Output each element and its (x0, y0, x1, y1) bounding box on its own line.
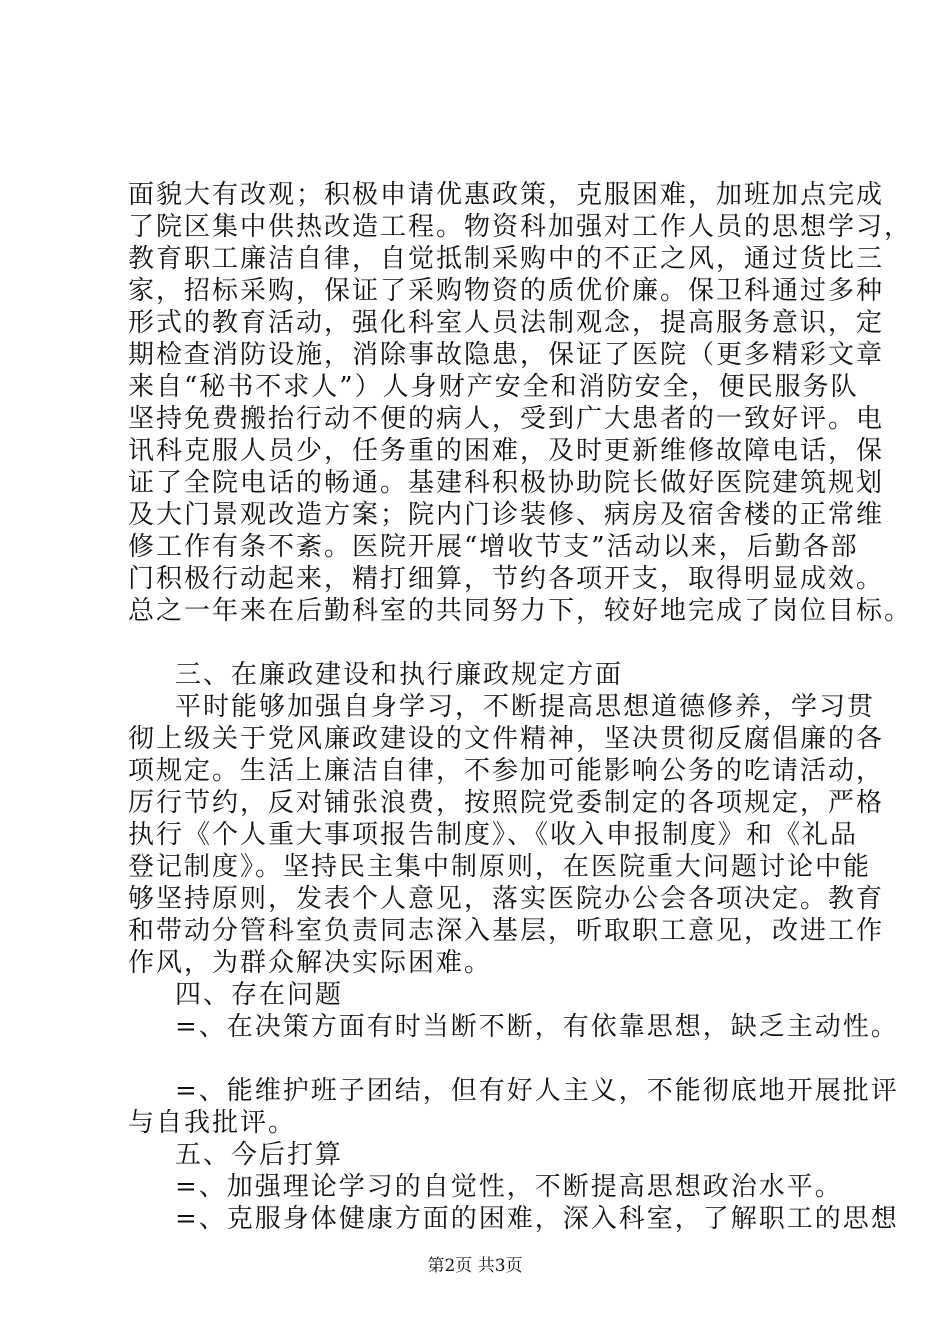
list-item: =、克服身体健康方面的困难，深入科室，了解职工的思想 (175, 1204, 899, 1234)
paragraph-line: 平时能够加强自身学习，不断提高思想道德修养，学习贯 (175, 692, 876, 722)
paragraph-line: 门积极行动起来，精打细算，节约各项开支，取得明显成效。 (128, 564, 885, 594)
paragraph-line: 执行《个人重大事项报告制度》、《收入申报制度》和《礼品 (128, 820, 859, 850)
paragraph-line: 项规定。生活上廉洁自律，不参加可能影响公务的吃请活动， (128, 756, 885, 786)
paragraph-line: 厉行节约，反对铺张浪费，按照院党委制定的各项规定，严格 (128, 788, 885, 818)
paragraph-line: 家，招标采购，保证了采购物资的质优价廉。保卫科通过多种 (128, 276, 885, 306)
paragraph-line: 证了全院电话的畅通。基建科积极协助院长做好医院建筑规划 (128, 468, 885, 498)
list-item: =、能维护班子团结，但有好人主义，不能彻底地开展批评 (175, 1076, 899, 1106)
section-heading: 五、今后打算 (175, 1140, 344, 1170)
page-footer: 第2页 共3页 (427, 1256, 523, 1276)
paragraph-line: 修工作有条不紊。医院开展“增收节支”活动以来，后勤各部 (128, 532, 859, 562)
paragraph-line: 了院区集中供热改造工程。物资科加强对工作人员的思想学习， (128, 212, 913, 242)
paragraph-line: 及大门景观改造方案；院内门诊装修、病房及宿舍楼的正常维 (128, 500, 885, 530)
paragraph-line: 总之一年来在后勤科室的共同努力下，较好地完成了岗位目标。 (128, 596, 913, 626)
paragraph-line: 面貌大有改观；积极申请优惠政策，克服困难，加班加点完成 (128, 180, 885, 210)
list-item: =、加强理论学习的自觉性，不断提高思想政治水平。 (175, 1172, 843, 1202)
paragraph-line: 来自“秘书不求人”）人身财产安全和消防安全，便民服务队 (128, 372, 859, 402)
paragraph-line: 够坚持原则，发表个人意见，落实医院办公会各项决定。教育 (128, 884, 885, 914)
paragraph-line: 登记制度》。坚持民主集中制原则，在医院重大问题讨论中能 (128, 852, 872, 882)
list-item-continuation: 与自我批评。 (128, 1108, 297, 1138)
paragraph-line: 彻上级关于党风廉政建设的文件精神，坚决贯彻反腐倡廉的各 (128, 724, 885, 754)
paragraph-line: 期检查消防设施，消除事故隐患，保证了医院（更多精彩文章 (128, 340, 885, 370)
paragraph-line: 和带动分管科室负责同志深入基层，听取职工意见，改进工作 (128, 916, 885, 946)
paragraph-line: 形式的教育活动，强化科室人员法制观念，提高服务意识，定 (128, 308, 885, 338)
paragraph-line: 讯科克服人员少，任务重的困难，及时更新维修故障电话，保 (128, 436, 885, 466)
section-heading: 三、在廉政建设和执行廉政规定方面 (175, 660, 624, 690)
list-item: =、在决策方面有时当断不断，有依靠思想，缺乏主动性。 (175, 1012, 899, 1042)
paragraph-line: 坚持免费搬抬行动不便的病人，受到广大患者的一致好评。电 (128, 404, 885, 434)
paragraph-line: 作风，为群众解决实际困难。 (128, 948, 493, 978)
paragraph-line: 教育职工廉洁自律，自觉抵制采购中的不正之风，通过货比三 (128, 244, 885, 274)
section-heading: 四、存在问题 (175, 980, 344, 1010)
